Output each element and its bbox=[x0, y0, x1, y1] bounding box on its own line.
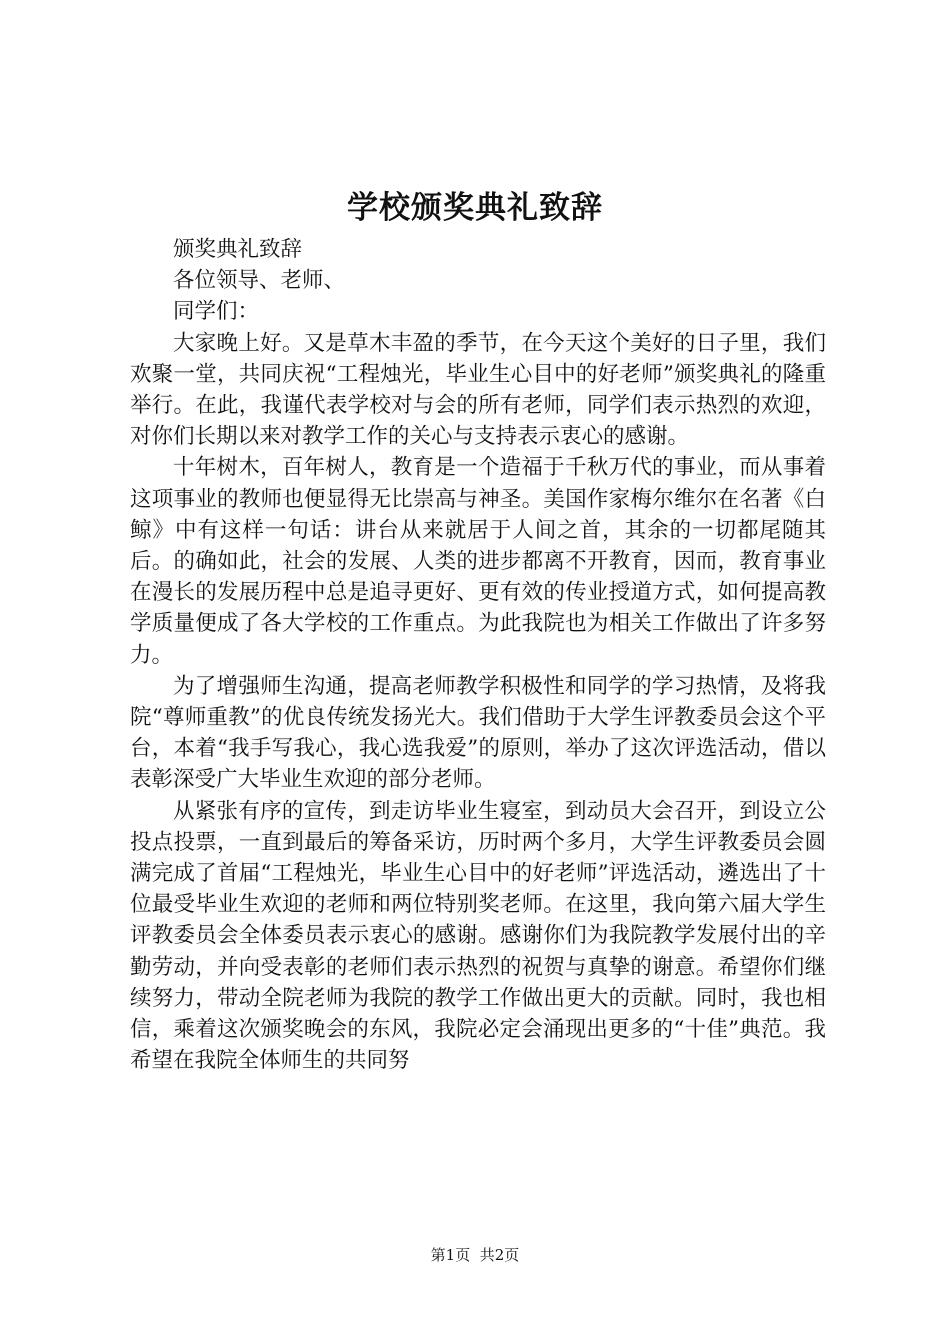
footer-separator bbox=[470, 1246, 480, 1264]
document-body bbox=[130, 234, 826, 1076]
page-footer bbox=[0, 1244, 950, 1266]
document-title: 学校颁奖典礼致辞 bbox=[347, 190, 603, 226]
paragraph-salutation-2: 同学们： bbox=[173, 299, 260, 325]
paragraph-education: 十年树木，百年树人，教育是一个造福于千秋万代的事业，而从事着这项事业的教师也便显得无比崇高与神圣。美国作家梅尔维尔在名著《白鲸》中有这样一句话：讲台从来就居于人间之首，其余的一切都尾随其后。的确如此，社会的发展、人类的进步都离不开教育，因而，教育事业在漫长的发展历程中总是追寻更好、更有效的传业授道方式，如何提高教学质量便成了各大学校的工作重点。为此我院也为相关工作做出了许多努力。 bbox=[130, 455, 826, 668]
paragraph-greeting: 大家晚上好。又是草木丰盈的季节，在今天这个美好的日子里，我们欢聚一堂，共同庆祝“工程烛光，毕业生心目中的好老师”颁奖典礼的隆重举行。在此，我谨代表学校对与会的所有老师，同学们表示热烈的欢迎，对你们长期以来对教学工作的关心与支持表示衷心的感谢。 bbox=[130, 330, 826, 450]
paragraph-process: 从紧张有序的宣传，到走访毕业生寝室，到动员大会召开，到设立公投点投票，一直到最后的筹备采访，历时两个多月，大学生评教委员会圆满完成了首届“工程烛光，毕业生心目中的好老师”评选活动，遴选出了十位最受毕业生欢迎的老师和两位特别奖老师。在这里，我向第六届大学生评教委员会全体委员表示衷心的感谢。感谢你们为我院教学发展付出的辛勤劳动，并向受表彰的老师们表示热烈的祝贺与真挚的谢意。希望你们继续努力，带动全院老师为我院的教学工作做出更大的贡献。同时，我也相信，乘着这次颁奖晚会的东风，我院必定会涌现出更多的“十佳”典范。我希望在我院全体师生的共同努 bbox=[130, 798, 826, 1074]
paragraph-salutation-1: 各位领导、老师、 bbox=[173, 268, 346, 294]
page-total: 共2页 bbox=[479, 1246, 520, 1264]
paragraph-subtitle: 颁奖典礼致辞 bbox=[173, 237, 303, 262]
paragraph-purpose: 为了增强师生沟通，提高老师教学积极性和同学的学习热情，及将我院“尊师重教”的优良传统发扬光大。我们借助于大学生评教委员会这个平台，本着“我手写我心，我心选我爱”的原则，举办了这次评选活动，借以表彰深受广大毕业生欢迎的部分老师。 bbox=[130, 673, 826, 793]
page-number: 第1页 bbox=[430, 1246, 471, 1264]
